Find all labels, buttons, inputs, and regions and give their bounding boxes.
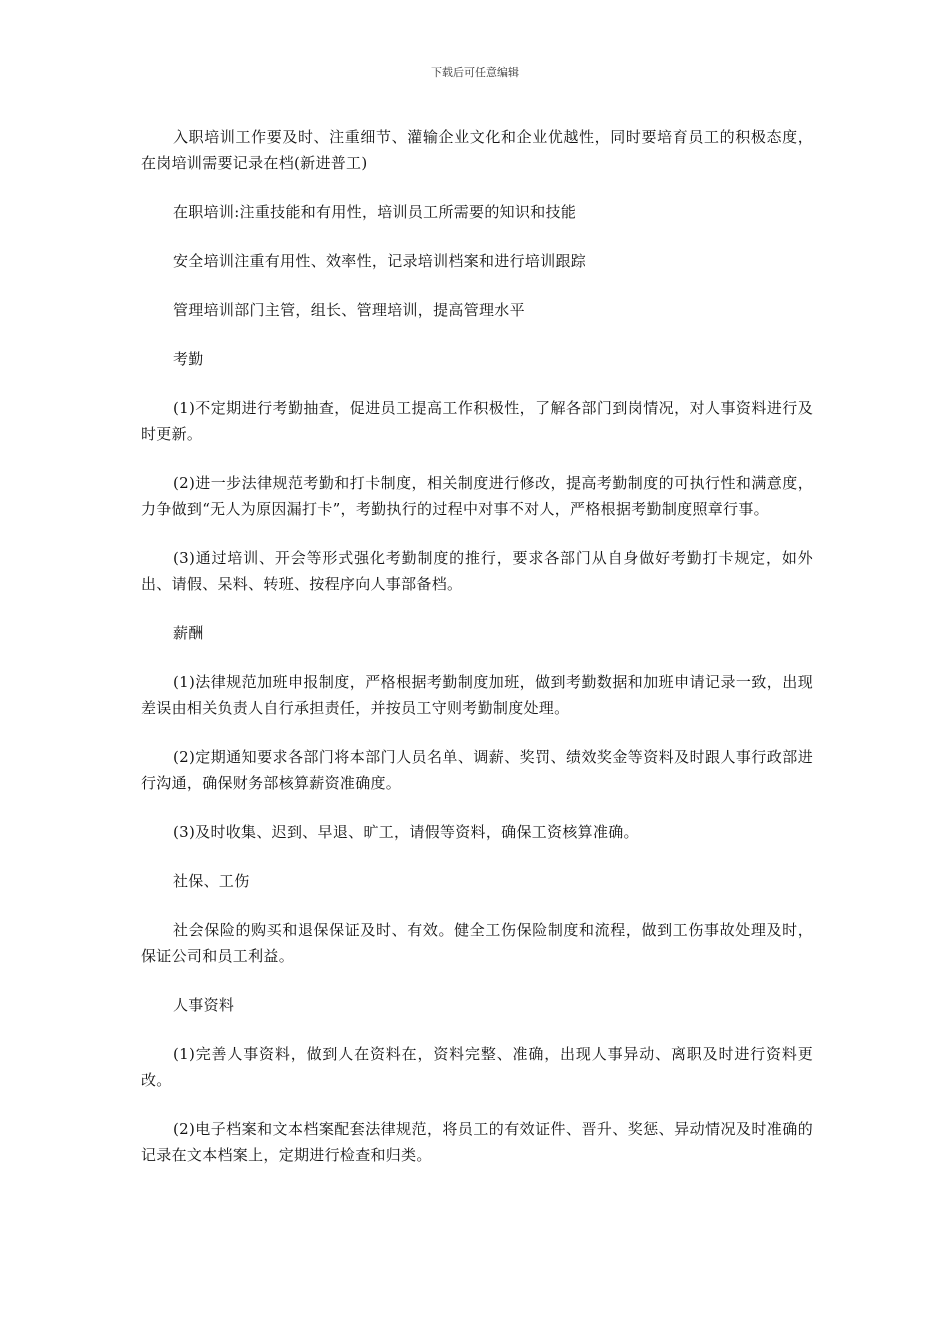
paragraph: (3)及时收集、迟到、早退、旷工，请假等资料，确保工资核算准确。: [173, 823, 639, 841]
paragraph: (2)进一步法律规范考勤和打卡制度，相关制度进行修改，提高考勤制度的可执行性和满意度，力争做到“无人为原因漏打卡”，考勤执行的过程中对事不对人，严格根据考勤制度照章行事。: [141, 474, 813, 518]
section-heading: 薪酬: [173, 624, 204, 642]
paragraph: (3)通过培训、开会等形式强化考勤制度的推行，要求各部门从自身做好考勤打卡规定，如外出、请假、呆料、转班、按程序向人事部备档。: [141, 549, 813, 593]
paragraph: (2)电子档案和文本档案配套法律规范，将员工的有效证件、晋升、奖惩、异动情况及时准确的记录在文本档案上，定期进行检查和归类。: [141, 1120, 813, 1164]
paragraph: (1)法律规范加班申报制度，严格根据考勤制度加班，做到考勤数据和加班申请记录一致，出现差误由相关负责人自行承担责任，并按员工守则考勤制度处理。: [141, 673, 813, 717]
page-header: 下载后可任意编辑: [431, 66, 519, 79]
paragraph: 入职培训工作要及时、注重细节、灌输企业文化和企业优越性，同时要培育员工的积极态度，在岗培训需要记录在档(新进普工): [141, 128, 813, 172]
paragraph: 管理培训部门主管，组长、管理培训，提高管理水平: [173, 301, 525, 319]
document-body: [141, 124, 813, 1191]
paragraph: (1)完善人事资料，做到人在资料在，资料完整、准确，出现人事异动、离职及时进行资料更改。: [141, 1045, 813, 1089]
section-heading: 人事资料: [173, 996, 235, 1014]
paragraph: 安全培训注重有用性、效率性，记录培训档案和进行培训跟踪: [173, 252, 587, 270]
paragraph: (2)定期通知要求各部门将本部门人员名单、调薪、奖罚、绩效奖金等资料及时跟人事行政部进行沟通，确保财务部核算薪资准确度。: [141, 748, 813, 792]
section-heading: 考勤: [173, 350, 204, 368]
paragraph: 在职培训:注重技能和有用性，培训员工所需要的知识和技能: [173, 203, 577, 221]
paragraph: 社会保险的购买和退保保证及时、有效。健全工伤保险制度和流程，做到工伤事故处理及时，保证公司和员工利益。: [141, 921, 813, 965]
paragraph: (1)不定期进行考勤抽查，促进员工提高工作积极性，了解各部门到岗情况，对人事资料进行及时更新。: [141, 399, 813, 443]
section-heading: 社保、工伤: [173, 872, 250, 890]
